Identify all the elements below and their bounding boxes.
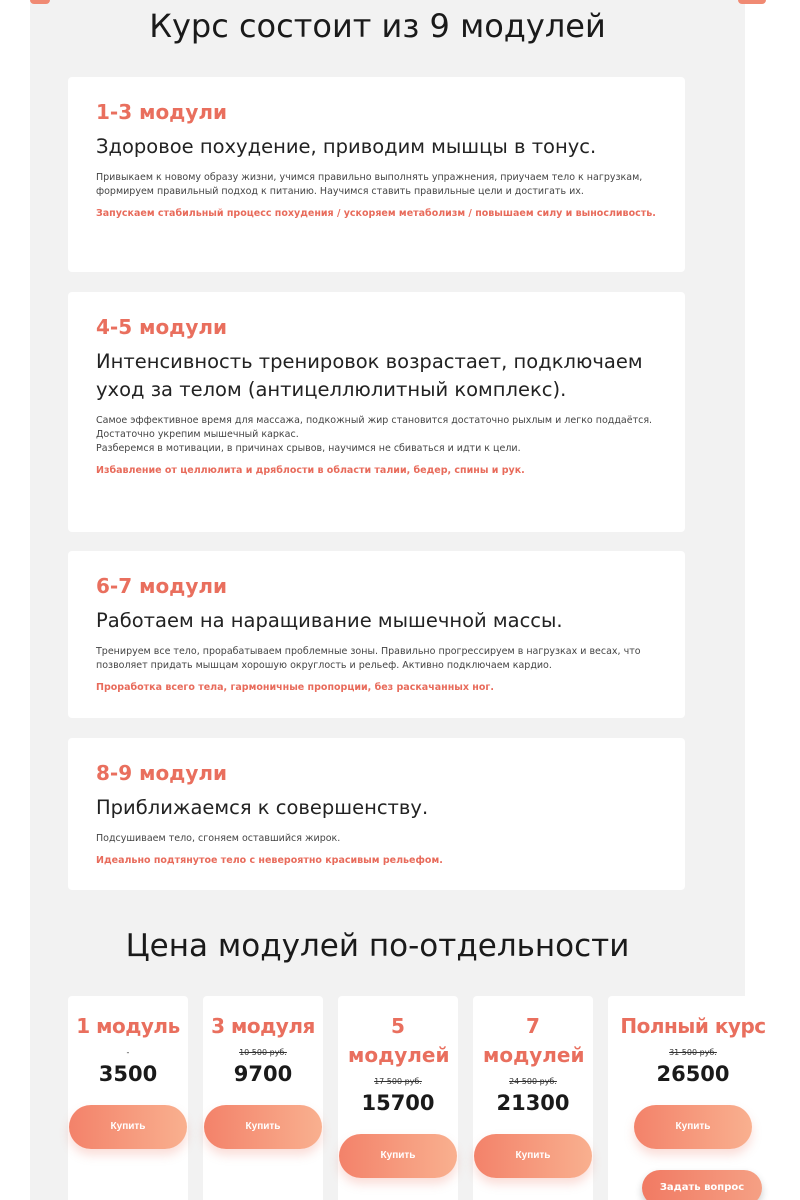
price-name: 3 модуля <box>211 1014 315 1038</box>
old-price: 10 500 руб. <box>239 1048 287 1057</box>
price-card-3-modules <box>203 996 323 1200</box>
price-value: 15700 <box>361 1091 435 1115</box>
buy-button[interactable]: Купить <box>339 1134 457 1178</box>
module-result: Идеально подтянутое тело с невероятно красивым рельефом. <box>96 855 443 866</box>
module-card-4-5 <box>68 292 685 532</box>
course-title: Курс состоит из 9 модулей <box>149 7 606 45</box>
module-heading: Интенсивность тренировок возрастает, подключаем уход за телом (антицеллюлитный комплекс). <box>96 350 643 401</box>
module-description: Самое эффективное время для массажа, подкожный жир становится достаточно рыхлым и легко поддаётся. Достаточно укрепим мышечный каркас. Разберемся в мотивации, в причинах срывов, научимся не сбиваться и идти к цели. <box>96 415 653 454</box>
module-range: 8-9 модули <box>96 761 228 785</box>
price-card-5-modules <box>338 996 458 1200</box>
buy-button[interactable]: Купить <box>634 1105 752 1149</box>
module-description: Тренируем все тело, прорабатываем проблемные зоны. Правильно прогрессируем в нагрузках и весах, что позволяет придать мышцам хорошую округлость и рельеф. Активно подключаем кардио. <box>96 646 641 671</box>
module-card-8-9 <box>68 738 685 890</box>
pricing-title: Цена модулей по-отдельности <box>125 928 630 964</box>
old-price: 31 500 руб. <box>669 1048 717 1057</box>
module-card-6-7 <box>68 551 685 718</box>
module-card-1-3 <box>68 77 685 272</box>
price-value: 26500 <box>656 1062 730 1086</box>
price-name: 1 модуль <box>76 1014 180 1038</box>
old-price: - <box>126 1048 130 1057</box>
price-name: 5 модулей <box>348 1014 450 1067</box>
ask-question-button[interactable]: Задать вопрос <box>642 1170 762 1200</box>
module-result: Избавление от целлюлита и дряблости в области талии, бедер, спины и рук. <box>96 465 525 476</box>
price-value: 3500 <box>98 1062 158 1086</box>
module-range: 6-7 модули <box>96 574 228 598</box>
module-description: Подсушиваем тело, сгоняем оставшийся жирок. <box>96 833 341 844</box>
price-name: Полный курс <box>620 1014 766 1038</box>
module-heading: Здоровое похудение, приводим мышцы в тонус. <box>96 135 597 158</box>
top-decoration-left <box>30 0 50 4</box>
module-range: 4-5 модули <box>96 315 228 339</box>
module-description: Привыкаем к новому образу жизни, учимся правильно выполнять упражнения, приучаем тело к нагрузкам, формируем правильный подход к питанию. Научимся ставить правильные цели и достигать их. <box>96 172 643 197</box>
module-result: Проработка всего тела, гармоничные пропорции, без раскачанных ног. <box>96 682 494 693</box>
price-value: 21300 <box>496 1091 570 1115</box>
price-card-content <box>608 1012 778 1149</box>
buy-button[interactable]: Купить <box>474 1134 592 1178</box>
top-decoration-right <box>738 0 766 4</box>
price-card-1-module <box>68 996 188 1200</box>
old-price: 24 500 руб. <box>509 1077 557 1086</box>
module-result: Запускаем стабильный процесс похудения / ускоряем метаболизм / повышаем силу и выносливость. <box>96 208 656 219</box>
module-heading: Работаем на наращивание мышечной массы. <box>96 609 563 632</box>
price-value: 9700 <box>233 1062 293 1086</box>
price-card-7-modules <box>473 996 593 1200</box>
buy-button[interactable]: Купить <box>204 1105 322 1149</box>
price-name: 7 модулей <box>483 1014 585 1067</box>
module-range: 1-3 модули <box>96 100 228 124</box>
old-price: 17 500 руб. <box>374 1077 422 1086</box>
module-heading: Приближаемся к совершенству. <box>96 796 429 819</box>
buy-button[interactable]: Купить <box>69 1105 187 1149</box>
